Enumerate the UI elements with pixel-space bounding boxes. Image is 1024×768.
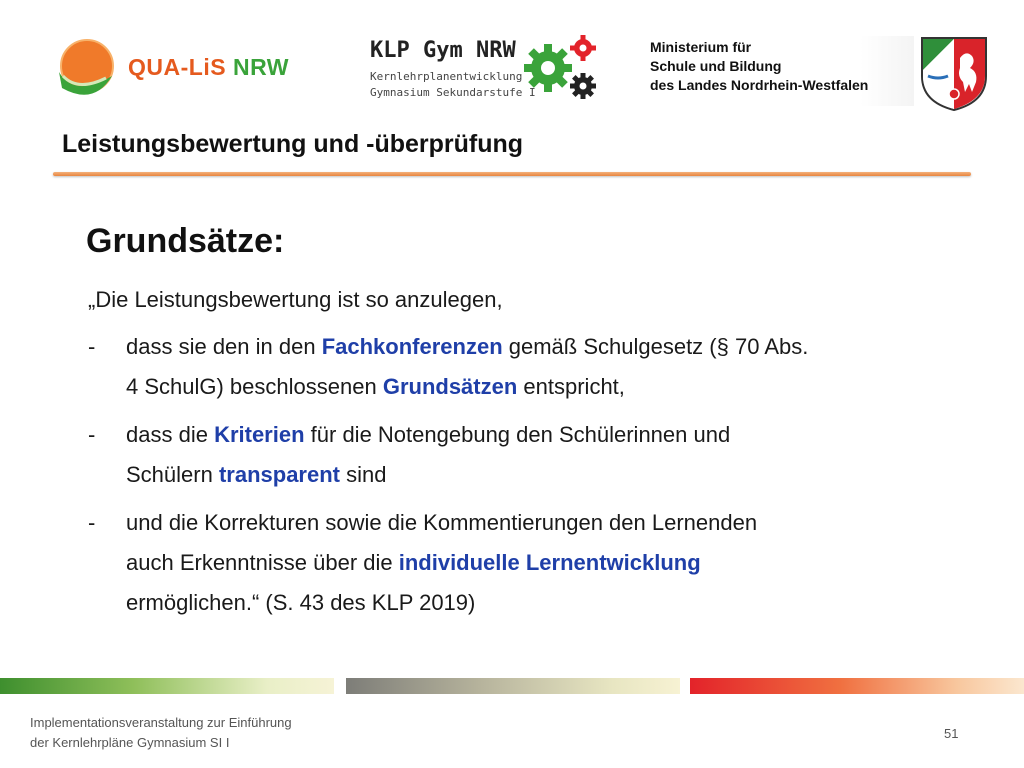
footer-band-green xyxy=(0,678,334,694)
ministry-line-2: Schule und Bildung xyxy=(650,58,782,74)
gears-icon xyxy=(522,34,602,106)
klp-title-part2: NRW xyxy=(475,38,516,63)
qualis-part2: NRW xyxy=(232,54,289,80)
footer-band-gray xyxy=(346,678,680,694)
bullet-text: entspricht, xyxy=(517,374,625,399)
bullet-text: dass die xyxy=(126,422,215,447)
bullet-line xyxy=(126,503,916,543)
ministry-logo xyxy=(644,36,914,106)
ministry-line-3: des Landes Nordrhein-Westfalen xyxy=(650,77,869,93)
nrw-crest-icon xyxy=(920,36,988,112)
klp-title-part1: KLP Gym xyxy=(370,38,463,63)
klp-title xyxy=(370,38,516,63)
bullet-text: auch Erkenntnisse über die xyxy=(126,550,399,575)
bullet-text: sind xyxy=(340,462,387,487)
highlight-term: transparent xyxy=(218,462,340,487)
footer-line-1: Implementationsveranstaltung zur Einführung xyxy=(30,715,292,730)
page-number: 51 xyxy=(944,726,959,741)
bullet-text: für die Notengebung den Schülerinnen und xyxy=(304,422,731,447)
bullet-line xyxy=(126,415,916,455)
highlight-term: Fachkonferenzen xyxy=(321,334,503,359)
highlight-term: Kriterien xyxy=(214,422,305,447)
footer-band-red xyxy=(690,678,1024,694)
bullet-text: und die Korrekturen sowie die Kommentierungen den Lernenden xyxy=(126,510,758,535)
highlight-term: Grundsätzen xyxy=(382,374,518,399)
bullet-line xyxy=(126,455,916,495)
title-divider xyxy=(53,172,971,176)
bullet-line xyxy=(126,367,916,407)
bullet-dash: - xyxy=(88,422,96,447)
bullet-dash: - xyxy=(88,510,96,535)
footer-text xyxy=(30,713,292,753)
bullet-line xyxy=(126,543,916,583)
klp-logo xyxy=(370,36,610,106)
qualis-logo-icon xyxy=(54,36,124,106)
bullet-text: dass sie den in den xyxy=(126,334,322,359)
bullet-line xyxy=(126,327,916,367)
qualis-wordmark xyxy=(128,54,289,81)
slide-title: Leistungsbewertung und -überprüfung xyxy=(62,130,524,158)
ministry-line-1: Ministerium für xyxy=(650,39,752,55)
highlight-term: individuelle Lernentwicklung xyxy=(398,550,701,575)
intro-text: „Die Leistungsbewertung ist so anzulegen, xyxy=(88,287,503,312)
footer-line-2: der Kernlehrpläne Gymnasium SI I xyxy=(30,735,230,750)
qualis-part1: QUA-LiS xyxy=(128,54,227,80)
bullet-text: ermöglichen.“ (S. 43 des KLP 2019) xyxy=(126,590,476,615)
bullet-line xyxy=(126,583,916,623)
klp-subtitle-2: Gymnasium Sekundarstufe I xyxy=(370,86,536,99)
bullet-text: gemäß Schulgesetz (§ 70 Abs. xyxy=(502,334,809,359)
klp-subtitle-1: Kernlehrplanentwicklung xyxy=(370,70,523,83)
bullet-dash: - xyxy=(88,334,96,359)
bullet-text: 4 SchulG) beschlossenen xyxy=(126,374,383,399)
qualis-logo xyxy=(54,36,304,106)
bullet-text: Schülern xyxy=(126,462,219,487)
section-heading: Grundsätze: xyxy=(86,222,285,260)
